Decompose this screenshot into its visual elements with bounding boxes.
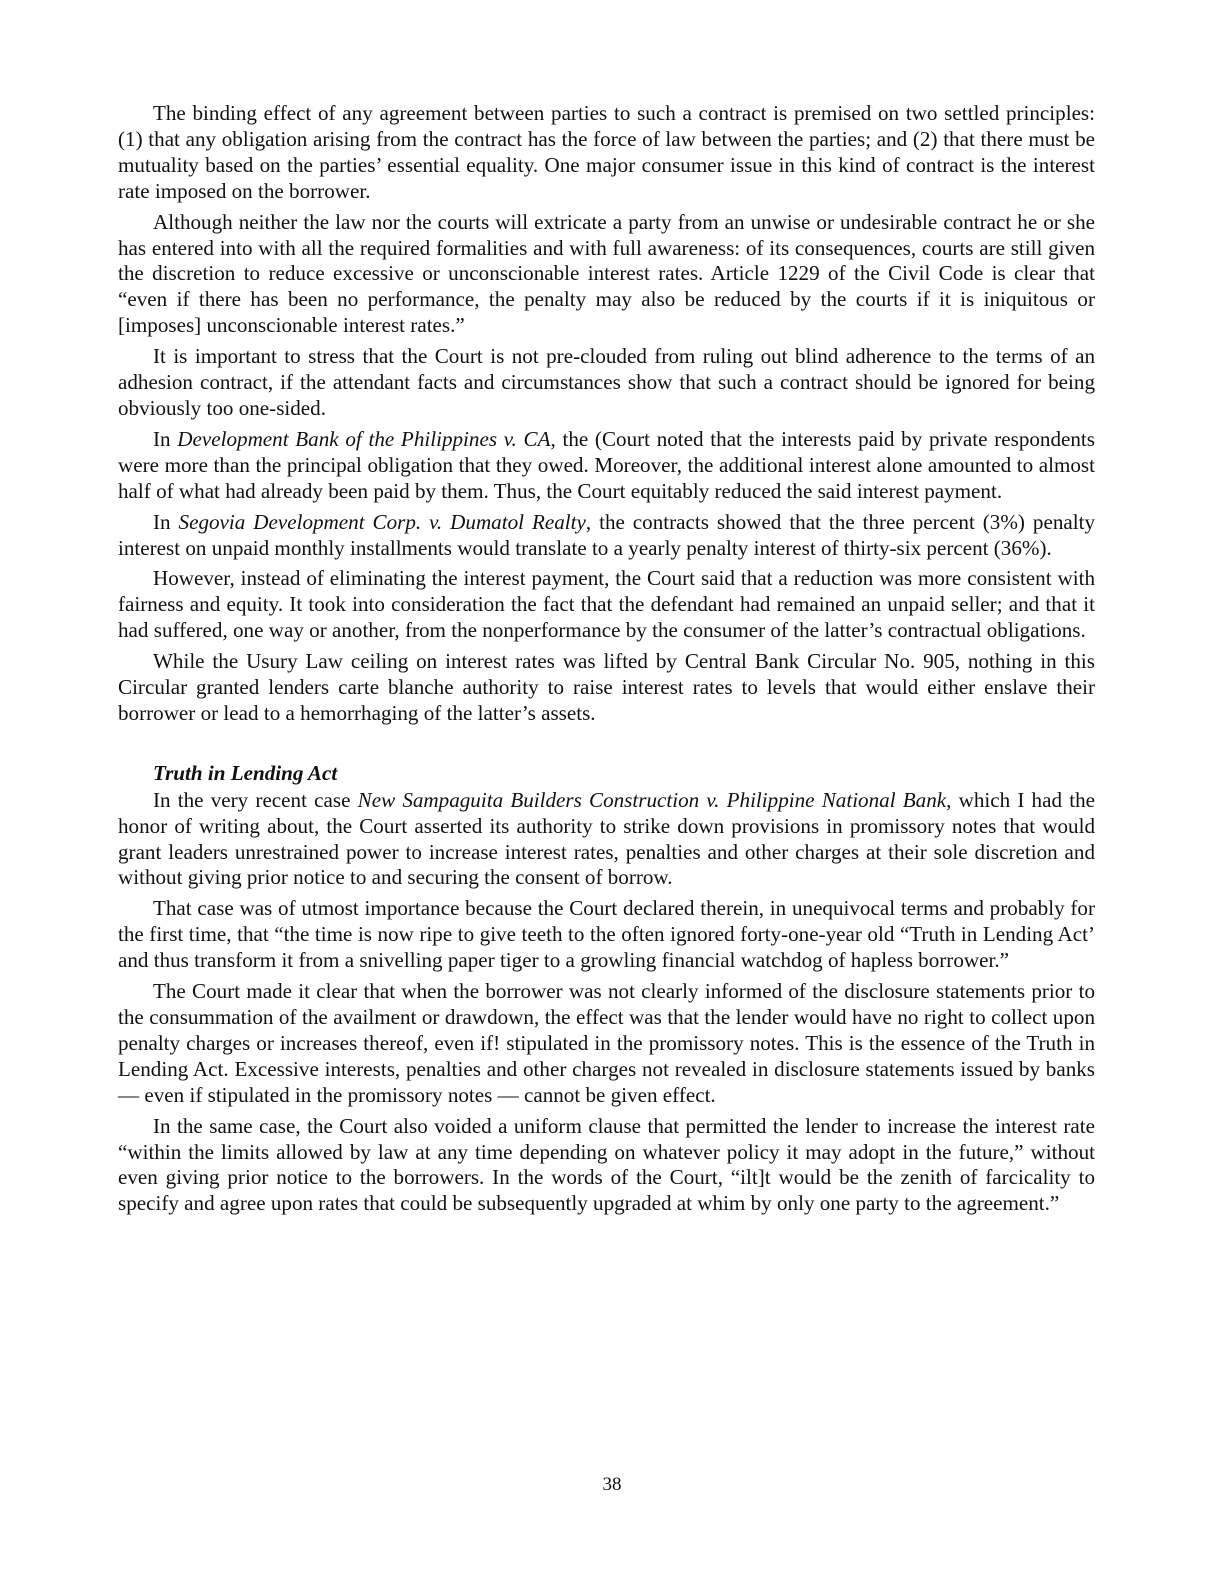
document-page [118, 101, 1095, 1217]
case-citation: Development Bank of the Philippines v. CA [177, 426, 551, 451]
case-citation: New Sampaguita Builders Construction v. Philippine National Bank [357, 787, 947, 812]
paragraph-body: , the contracts showed that the three percent (3%) penalty interest on unpaid monthly installments would translate to a yearly penalty interest of thirty-six percent (36%). [118, 509, 1096, 560]
paragraph-usury-law: While the Usury Law ceiling on interest rates was lifted by Central Bank Circular No. 905, nothing in this Circular granted lenders carte blanche authority to raise interest rates to levels that would either enslave their borrower or lead to a hemorrhaging of the latter’s assets. [118, 649, 1095, 725]
paragraph-disclosure-statements: The Court made it clear that when the borrower was not clearly informed of the disclosure statements prior to the consummation of the availment or drawdown, the effect was that the lender would have no right to collect upon penalty charges or increases thereof, even if! stipulated in the promissory notes. This is the essence of the Truth in Lending Act. Excessive interests, penalties and other charges not revealed in disclosure statements issued by banks — even if stipulated in the promissory notes — cannot be given effect. [118, 979, 1095, 1107]
paragraph-uniform-clause: In the same case, the Court also voided a uniform clause that permitted the lender to increase the interest rate “within the limits allowed by law at any time depending on whatever policy it may adopt in the future,” without even giving prior notice to the borrowers. In the words of the Court, “ilt]t would be the zenith of farcicality to specify and agree upon rates that could be subsequently upgraded at whim by only one party to the agreement.” [118, 1113, 1095, 1216]
section-heading: Truth in Lending Act [153, 760, 338, 785]
paragraph-prefix: In [153, 509, 179, 534]
paragraph-reduction-discretion: Although neither the law nor the courts will extricate a party from an unwise or undesirable contract he or she has entered into with all the required formalities and with full awareness: of its consequences, courts are still given the discretion to reduce excessive or unconscionable interest rates. Article 1229 of the Civil Code is clear that “even if there has been no performance, the penalty may also be reduced by the courts if it is iniquitous or [imposes] unconscionable interest rates.” [118, 209, 1095, 338]
paragraph-reduction-fairness: However, instead of eliminating the interest payment, the Court said that a reduction was more consistent with fairness and equity. It took into consideration the fact that the defendant had remained an unpaid seller; and that it had suffered, one way or another, from the nonperformance by the consumer of the latter’s contractual obligations. [118, 566, 1095, 643]
paragraph-utmost-importance: That case was of utmost importance because the Court declared therein, in unequivocal terms and probably for the first time, that “the time is now ripe to give teeth to the often ignored forty-one-year old “Truth in Lending Act’ and thus transform it from a snivelling paper tiger to a growling financial watchdog of hapless borrower.” [118, 896, 1095, 973]
paragraph-dbp-case [118, 427, 1095, 505]
paragraph-adhesion-contract: It is important to stress that the Court is not pre-clouded from ruling out blind adherence to the terms of an adhesion contract, if the attendant facts and circumstances show that such a contract should be ignored for being obviously too one-sided. [118, 344, 1095, 420]
paragraph-body: , which I had the honor of writing about, the Court asserted its authority to strike down provisions in promissory notes that would grant leaders unrestrained power to increase interest rates, penalties and other charges at their sole discretion and without giving prior notice to and securing the consent of borrow. [118, 787, 1095, 890]
paragraph-body: , the (Court noted that the interests paid by private respondents were more than the principal obligation that they owed. Moreover, the additional interest alone amounted to almost half of what had already been paid by them. Thus, the Court equitably reduced the said interest payment. [118, 426, 1095, 503]
paragraph-prefix: In [153, 426, 178, 451]
paragraph-segovia-case [118, 510, 1095, 562]
paragraph-binding-effect: The binding effect of any agreement between parties to such a contract is premised on two settled principles: (1) that any obligation arising from the contract has the force of law between the parties; and (2) that there must be mutuality based on the parties’ essential equality. One major consumer issue in this kind of contract is the interest rate imposed on the borrower. [118, 101, 1095, 203]
case-citation: Segovia Development Corp. v. Dumatol Realty [178, 509, 586, 534]
paragraph-prefix: In the very recent case [153, 787, 358, 812]
page-number: 38 [602, 1474, 622, 1495]
paragraph-new-sampaguita-case [118, 788, 1095, 892]
